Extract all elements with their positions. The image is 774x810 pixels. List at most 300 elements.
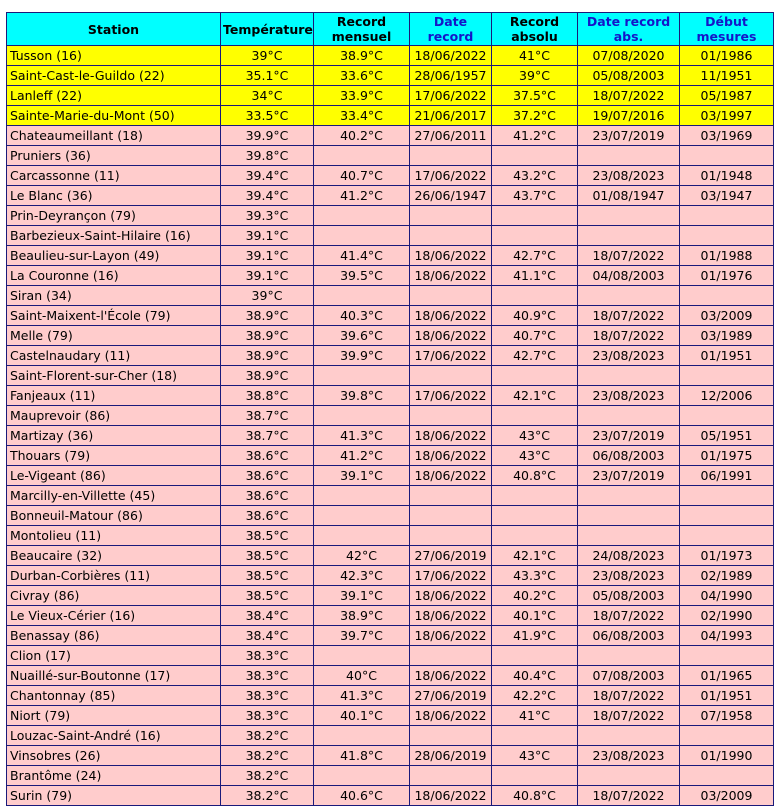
debut-mesures-cell: 01/1976 (680, 266, 774, 286)
record-absolu-cell: 43°C (492, 426, 578, 446)
record-absolu-cell: 40.1°C (492, 606, 578, 626)
debut-mesures-cell: 01/1990 (680, 746, 774, 766)
record-mensuel-cell: 41.3°C (314, 686, 410, 706)
station-cell: Mauprevoir (86) (7, 406, 221, 426)
record-mensuel-cell: 33.4°C (314, 106, 410, 126)
date-record-cell (410, 486, 492, 506)
station-cell: Nuaillé-sur-Boutonne (17) (7, 666, 221, 686)
station-cell: Carcassonne (11) (7, 166, 221, 186)
date-record-cell: 17/06/2022 (410, 346, 492, 366)
temperature-cell: 35.1°C (221, 66, 314, 86)
date-record-cell (410, 206, 492, 226)
station-cell: Siran (34) (7, 286, 221, 306)
temperature-cell: 38.4°C (221, 606, 314, 626)
table-row (7, 686, 774, 706)
debut-mesures-cell: 05/1987 (680, 86, 774, 106)
date-record-abs-cell (578, 646, 680, 666)
station-cell: Chantonnay (85) (7, 686, 221, 706)
date-record-abs-cell: 07/08/2003 (578, 666, 680, 686)
date-record-cell: 17/06/2022 (410, 386, 492, 406)
date-record-abs-cell: 18/07/2022 (578, 786, 680, 806)
record-mensuel-cell: 40.6°C (314, 786, 410, 806)
temperature-cell: 38.6°C (221, 466, 314, 486)
temperature-cell: 34°C (221, 86, 314, 106)
header-station[interactable]: Station (7, 13, 221, 46)
record-mensuel-cell: 38.9°C (314, 46, 410, 66)
date-record-abs-cell: 05/08/2003 (578, 66, 680, 86)
date-record-cell: 18/06/2022 (410, 786, 492, 806)
station-cell: Louzac-Saint-André (16) (7, 726, 221, 746)
date-record-abs-cell: 18/07/2022 (578, 306, 680, 326)
debut-mesures-cell: 02/1990 (680, 606, 774, 626)
station-cell: Fanjeaux (11) (7, 386, 221, 406)
date-record-abs-cell: 19/07/2016 (578, 106, 680, 126)
table-row (7, 786, 774, 806)
record-absolu-cell (492, 506, 578, 526)
temperature-cell: 39.4°C (221, 166, 314, 186)
record-mensuel-cell (314, 146, 410, 166)
date-record-cell: 27/06/2019 (410, 546, 492, 566)
temperature-cell: 39.4°C (221, 186, 314, 206)
record-absolu-cell: 43.2°C (492, 166, 578, 186)
record-absolu-cell: 40.2°C (492, 586, 578, 606)
date-record-abs-cell (578, 486, 680, 506)
date-record-abs-cell: 07/08/2020 (578, 46, 680, 66)
date-record-cell (410, 146, 492, 166)
table-row (7, 606, 774, 626)
station-cell: Le Blanc (36) (7, 186, 221, 206)
date-record-abs-cell: 23/08/2023 (578, 566, 680, 586)
record-absolu-cell: 42.7°C (492, 346, 578, 366)
table-row (7, 746, 774, 766)
record-absolu-cell: 41.9°C (492, 626, 578, 646)
table-row (7, 706, 774, 726)
debut-mesures-cell: 11/1951 (680, 66, 774, 86)
record-mensuel-cell: 33.6°C (314, 66, 410, 86)
date-record-cell: 18/06/2022 (410, 466, 492, 486)
date-record-cell: 18/06/2022 (410, 586, 492, 606)
debut-mesures-cell: 01/1986 (680, 46, 774, 66)
record-mensuel-cell (314, 506, 410, 526)
debut-mesures-cell (680, 526, 774, 546)
record-mensuel-cell (314, 226, 410, 246)
temperature-cell: 38.2°C (221, 786, 314, 806)
temperature-cell: 38.9°C (221, 366, 314, 386)
temperature-cell: 38.5°C (221, 526, 314, 546)
table-row (7, 646, 774, 666)
temperature-cell: 38.3°C (221, 666, 314, 686)
date-record-cell: 18/06/2022 (410, 326, 492, 346)
station-cell: Prin-Deyrançon (79) (7, 206, 221, 226)
debut-mesures-cell (680, 286, 774, 306)
date-record-abs-cell (578, 226, 680, 246)
record-mensuel-cell: 41.2°C (314, 186, 410, 206)
temperature-cell: 38.9°C (221, 346, 314, 366)
record-absolu-cell (492, 286, 578, 306)
temperature-cell: 38.9°C (221, 326, 314, 346)
date-record-cell (410, 766, 492, 786)
record-absolu-cell (492, 146, 578, 166)
date-record-abs-cell (578, 366, 680, 386)
date-record-abs-cell: 23/07/2019 (578, 466, 680, 486)
temperature-cell: 38.5°C (221, 566, 314, 586)
record-absolu-cell: 43°C (492, 446, 578, 466)
date-record-cell: 18/06/2022 (410, 246, 492, 266)
temperature-cell: 33.5°C (221, 106, 314, 126)
date-record-abs-cell (578, 526, 680, 546)
date-record-abs-cell: 06/08/2003 (578, 626, 680, 646)
table-row (7, 626, 774, 646)
debut-mesures-cell (680, 146, 774, 166)
date-record-abs-cell (578, 406, 680, 426)
table-row (7, 206, 774, 226)
temperature-cell: 38.6°C (221, 486, 314, 506)
record-absolu-cell (492, 766, 578, 786)
debut-mesures-cell: 04/1993 (680, 626, 774, 646)
temperature-cell: 38.5°C (221, 586, 314, 606)
date-record-abs-cell: 18/07/2022 (578, 326, 680, 346)
table-row (7, 406, 774, 426)
temperature-records-table (6, 12, 774, 806)
record-absolu-cell: 42.2°C (492, 686, 578, 706)
record-absolu-cell: 43.7°C (492, 186, 578, 206)
date-record-cell (410, 726, 492, 746)
date-record-abs-cell: 01/08/1947 (578, 186, 680, 206)
table-row (7, 286, 774, 306)
date-record-abs-cell: 23/07/2019 (578, 126, 680, 146)
debut-mesures-cell: 01/1951 (680, 346, 774, 366)
station-cell: Castelnaudary (11) (7, 346, 221, 366)
date-record-abs-cell (578, 726, 680, 746)
record-absolu-cell: 42.7°C (492, 246, 578, 266)
record-mensuel-cell: 39.6°C (314, 326, 410, 346)
temperature-cell: 38.9°C (221, 306, 314, 326)
temperature-cell: 38.3°C (221, 686, 314, 706)
record-mensuel-cell: 41.8°C (314, 746, 410, 766)
record-mensuel-cell: 39.8°C (314, 386, 410, 406)
table-row (7, 666, 774, 686)
debut-mesures-cell: 01/1948 (680, 166, 774, 186)
table-row (7, 586, 774, 606)
table-row (7, 326, 774, 346)
header-debut-mesures[interactable]: Début mesures (680, 13, 774, 46)
table-row (7, 446, 774, 466)
temperature-cell: 38.8°C (221, 386, 314, 406)
record-mensuel-cell: 42°C (314, 546, 410, 566)
record-mensuel-cell (314, 406, 410, 426)
record-absolu-cell: 40.9°C (492, 306, 578, 326)
date-record-cell: 18/06/2022 (410, 266, 492, 286)
header-record-absolu[interactable]: Record absolu (492, 13, 578, 46)
record-mensuel-cell: 33.9°C (314, 86, 410, 106)
record-mensuel-cell: 38.9°C (314, 606, 410, 626)
date-record-abs-cell: 24/08/2023 (578, 546, 680, 566)
date-record-cell: 17/06/2022 (410, 566, 492, 586)
debut-mesures-cell (680, 406, 774, 426)
station-cell: Niort (79) (7, 706, 221, 726)
record-mensuel-cell (314, 726, 410, 746)
date-record-abs-cell (578, 766, 680, 786)
temperature-cell: 39.3°C (221, 206, 314, 226)
station-cell: Marcilly-en-Villette (45) (7, 486, 221, 506)
temperature-cell: 38.6°C (221, 446, 314, 466)
table-row (7, 566, 774, 586)
header-temperature[interactable]: Température (221, 13, 314, 46)
record-absolu-cell: 40.7°C (492, 326, 578, 346)
record-mensuel-cell (314, 646, 410, 666)
table-header (7, 13, 774, 46)
station-cell: Le-Vigeant (86) (7, 466, 221, 486)
station-cell: Saint-Florent-sur-Cher (18) (7, 366, 221, 386)
debut-mesures-cell (680, 726, 774, 746)
record-mensuel-cell (314, 286, 410, 306)
station-cell: Beaucaire (32) (7, 546, 221, 566)
debut-mesures-cell: 07/1958 (680, 706, 774, 726)
header-row (7, 13, 774, 46)
debut-mesures-cell: 04/1990 (680, 586, 774, 606)
station-cell: Martizay (36) (7, 426, 221, 446)
record-mensuel-cell (314, 366, 410, 386)
date-record-cell: 18/06/2022 (410, 446, 492, 466)
date-record-cell: 18/06/2022 (410, 606, 492, 626)
debut-mesures-cell (680, 486, 774, 506)
record-absolu-cell (492, 486, 578, 506)
table-row (7, 546, 774, 566)
table-row (7, 506, 774, 526)
header-date-record-abs[interactable]: Date record abs. (578, 13, 680, 46)
temperature-cell: 39.1°C (221, 246, 314, 266)
date-record-abs-cell: 23/08/2023 (578, 746, 680, 766)
station-cell: Clion (17) (7, 646, 221, 666)
record-mensuel-cell: 39.1°C (314, 466, 410, 486)
record-absolu-cell (492, 726, 578, 746)
record-absolu-cell: 41.1°C (492, 266, 578, 286)
record-absolu-cell (492, 526, 578, 546)
temperature-cell: 38.4°C (221, 626, 314, 646)
station-cell: Bonneuil-Matour (86) (7, 506, 221, 526)
header-record-mensuel[interactable]: Record mensuel (314, 13, 410, 46)
date-record-abs-cell (578, 146, 680, 166)
table-row (7, 66, 774, 86)
record-mensuel-cell: 40.7°C (314, 166, 410, 186)
date-record-abs-cell: 18/07/2022 (578, 86, 680, 106)
record-mensuel-cell: 41.2°C (314, 446, 410, 466)
table-row (7, 426, 774, 446)
temperature-cell: 39°C (221, 46, 314, 66)
temperature-cell: 39.9°C (221, 126, 314, 146)
temperature-cell: 39°C (221, 286, 314, 306)
table-row (7, 486, 774, 506)
table-row (7, 186, 774, 206)
station-cell: Saint-Cast-le-Guildo (22) (7, 66, 221, 86)
debut-mesures-cell: 03/1989 (680, 326, 774, 346)
debut-mesures-cell: 01/1965 (680, 666, 774, 686)
debut-mesures-cell: 06/1991 (680, 466, 774, 486)
table-row (7, 386, 774, 406)
temperature-cell: 38.3°C (221, 706, 314, 726)
station-cell: Pruniers (36) (7, 146, 221, 166)
header-date-record[interactable]: Date record (410, 13, 492, 46)
debut-mesures-cell: 12/2006 (680, 386, 774, 406)
date-record-cell: 26/06/1947 (410, 186, 492, 206)
record-absolu-cell: 41°C (492, 706, 578, 726)
temperature-cell: 38.2°C (221, 766, 314, 786)
date-record-abs-cell: 18/07/2022 (578, 246, 680, 266)
date-record-cell: 18/06/2022 (410, 306, 492, 326)
debut-mesures-cell: 01/1975 (680, 446, 774, 466)
record-mensuel-cell: 39.5°C (314, 266, 410, 286)
date-record-cell: 28/06/1957 (410, 66, 492, 86)
debut-mesures-cell (680, 206, 774, 226)
date-record-abs-cell: 06/08/2003 (578, 446, 680, 466)
record-absolu-cell: 40.4°C (492, 666, 578, 686)
record-absolu-cell (492, 206, 578, 226)
station-cell: Beaulieu-sur-Layon (49) (7, 246, 221, 266)
debut-mesures-cell: 01/1988 (680, 246, 774, 266)
temperature-cell: 38.3°C (221, 646, 314, 666)
station-cell: Brantôme (24) (7, 766, 221, 786)
debut-mesures-cell (680, 366, 774, 386)
table-row (7, 466, 774, 486)
temperature-cell: 39.8°C (221, 146, 314, 166)
date-record-cell (410, 646, 492, 666)
record-absolu-cell (492, 226, 578, 246)
record-absolu-cell (492, 646, 578, 666)
record-absolu-cell: 40.8°C (492, 466, 578, 486)
temperature-cell: 38.6°C (221, 506, 314, 526)
station-cell: Benassay (86) (7, 626, 221, 646)
table-row (7, 246, 774, 266)
record-mensuel-cell: 40.1°C (314, 706, 410, 726)
debut-mesures-cell (680, 766, 774, 786)
table-body (7, 46, 774, 806)
record-absolu-cell: 43.3°C (492, 566, 578, 586)
station-cell: Vinsobres (26) (7, 746, 221, 766)
record-mensuel-cell: 39.1°C (314, 586, 410, 606)
table-row (7, 346, 774, 366)
debut-mesures-cell (680, 646, 774, 666)
record-absolu-cell: 42.1°C (492, 546, 578, 566)
table-row (7, 106, 774, 126)
date-record-cell (410, 226, 492, 246)
table-row (7, 146, 774, 166)
station-cell: Le Vieux-Cérier (16) (7, 606, 221, 626)
record-mensuel-cell (314, 206, 410, 226)
date-record-abs-cell: 04/08/2003 (578, 266, 680, 286)
debut-mesures-cell (680, 506, 774, 526)
date-record-abs-cell: 23/07/2019 (578, 426, 680, 446)
station-cell: Saint-Maixent-l'École (79) (7, 306, 221, 326)
record-absolu-cell: 40.8°C (492, 786, 578, 806)
debut-mesures-cell: 03/1947 (680, 186, 774, 206)
table-row (7, 366, 774, 386)
records-table-container (6, 12, 773, 806)
debut-mesures-cell: 02/1989 (680, 566, 774, 586)
table-row (7, 86, 774, 106)
station-cell: Sainte-Marie-du-Mont (50) (7, 106, 221, 126)
date-record-abs-cell: 18/07/2022 (578, 606, 680, 626)
record-mensuel-cell: 42.3°C (314, 566, 410, 586)
station-cell: Durban-Corbières (11) (7, 566, 221, 586)
record-absolu-cell: 41.2°C (492, 126, 578, 146)
record-mensuel-cell: 39.9°C (314, 346, 410, 366)
temperature-cell: 38.7°C (221, 406, 314, 426)
date-record-abs-cell: 05/08/2003 (578, 586, 680, 606)
date-record-cell: 18/06/2022 (410, 426, 492, 446)
station-cell: Thouars (79) (7, 446, 221, 466)
debut-mesures-cell: 03/1969 (680, 126, 774, 146)
record-mensuel-cell: 40.3°C (314, 306, 410, 326)
date-record-abs-cell: 23/08/2023 (578, 346, 680, 366)
record-mensuel-cell: 40.2°C (314, 126, 410, 146)
record-absolu-cell: 39°C (492, 66, 578, 86)
record-absolu-cell: 37.5°C (492, 86, 578, 106)
station-cell: Tusson (16) (7, 46, 221, 66)
table-row (7, 726, 774, 746)
table-row (7, 126, 774, 146)
record-mensuel-cell (314, 526, 410, 546)
table-row (7, 306, 774, 326)
date-record-cell (410, 406, 492, 426)
date-record-abs-cell: 18/07/2022 (578, 686, 680, 706)
record-absolu-cell: 37.2°C (492, 106, 578, 126)
date-record-abs-cell: 23/08/2023 (578, 386, 680, 406)
date-record-cell: 18/06/2022 (410, 46, 492, 66)
station-cell: Montolieu (11) (7, 526, 221, 546)
table-row (7, 766, 774, 786)
date-record-abs-cell (578, 206, 680, 226)
record-mensuel-cell: 41.4°C (314, 246, 410, 266)
date-record-cell (410, 506, 492, 526)
record-mensuel-cell (314, 486, 410, 506)
table-row (7, 266, 774, 286)
date-record-abs-cell: 23/08/2023 (578, 166, 680, 186)
temperature-cell: 39.1°C (221, 266, 314, 286)
temperature-cell: 38.2°C (221, 726, 314, 746)
debut-mesures-cell (680, 226, 774, 246)
debut-mesures-cell: 03/2009 (680, 786, 774, 806)
station-cell: Barbezieux-Saint-Hilaire (16) (7, 226, 221, 246)
debut-mesures-cell: 03/2009 (680, 306, 774, 326)
record-absolu-cell (492, 406, 578, 426)
temperature-cell: 39.1°C (221, 226, 314, 246)
temperature-cell: 38.7°C (221, 426, 314, 446)
date-record-cell: 27/06/2011 (410, 126, 492, 146)
date-record-cell: 18/06/2022 (410, 666, 492, 686)
date-record-abs-cell: 18/07/2022 (578, 706, 680, 726)
record-mensuel-cell (314, 766, 410, 786)
date-record-cell: 18/06/2022 (410, 626, 492, 646)
date-record-cell: 17/06/2022 (410, 166, 492, 186)
station-cell: Lanleff (22) (7, 86, 221, 106)
debut-mesures-cell: 01/1951 (680, 686, 774, 706)
date-record-cell (410, 286, 492, 306)
date-record-cell (410, 366, 492, 386)
station-cell: La Couronne (16) (7, 266, 221, 286)
date-record-abs-cell (578, 506, 680, 526)
date-record-cell: 17/06/2022 (410, 86, 492, 106)
date-record-cell: 21/06/2017 (410, 106, 492, 126)
station-cell: Melle (79) (7, 326, 221, 346)
date-record-cell: 28/06/2019 (410, 746, 492, 766)
date-record-cell (410, 526, 492, 546)
record-absolu-cell (492, 366, 578, 386)
record-mensuel-cell: 39.7°C (314, 626, 410, 646)
table-row (7, 526, 774, 546)
record-mensuel-cell: 41.3°C (314, 426, 410, 446)
station-cell: Surin (79) (7, 786, 221, 806)
date-record-abs-cell (578, 286, 680, 306)
